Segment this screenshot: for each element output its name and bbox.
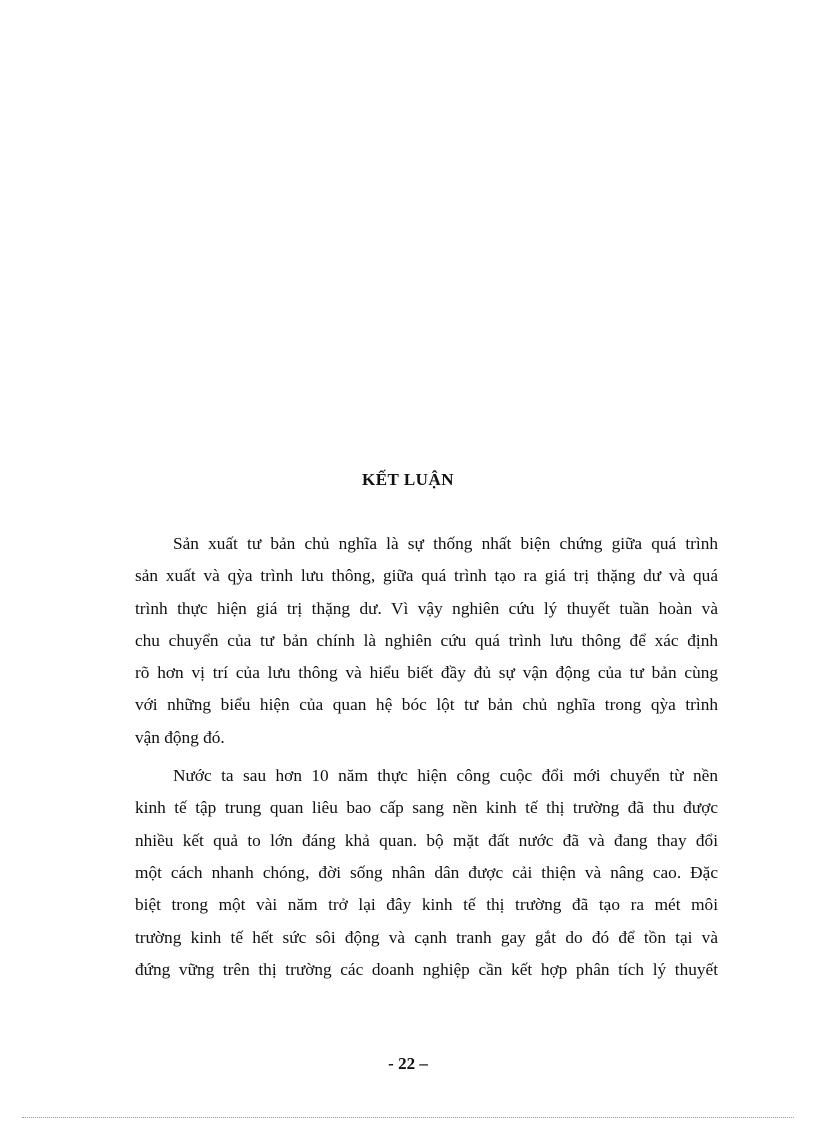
- page-title: KẾT LUẬN: [361, 470, 454, 489]
- text-line: đứng vững trên thị trường các doanh nghiệp cần kết hợp phân tích lý thuyết: [135, 959, 718, 979]
- page-footer-divider: [22, 1117, 794, 1118]
- text-line: trường kinh tế hết sức sôi động và cạnh tranh gay gắt do đó để tồn tại và: [135, 927, 718, 947]
- text-line: sản xuất và qỳa trình lưu thông, giữa quá trình tạo ra giá trị thặng dư và quá: [135, 566, 718, 586]
- text-line: trình thực hiện giá trị thặng dư. Vì vậy nghiên cứu lý thuyết tuần hoàn và: [135, 598, 718, 618]
- text-line: chu chuyển của tư bản chính là nghiên cứu quá trình lưu thông để xác định: [135, 630, 718, 650]
- text-line: nhiều kết quả to lớn đáng khả quan. bộ mặt đất nước đã và đang thay đổi: [135, 830, 718, 850]
- text-line: vận động đó.: [135, 727, 225, 747]
- text-line: một cách nhanh chóng, đời sống nhân dân được cải thiện và nâng cao. Đặc: [135, 862, 718, 882]
- text-line: Sản xuất tư bản chủ nghĩa là sự thống nhất biện chứng giữa quá trình: [173, 534, 718, 553]
- text-line: rõ hơn vị trí của lưu thông và hiểu biết đầy đủ sự vận động của tư bản cùng: [135, 663, 718, 683]
- paragraph-2: [135, 760, 718, 986]
- page-number: - 22 –: [388, 1054, 428, 1073]
- body-text: [135, 528, 718, 992]
- text-line: biệt trong một vài năm trở lại đây kinh tế thị trường đã tạo ra mét môi: [135, 895, 718, 915]
- paragraph-1: [135, 528, 718, 754]
- text-line: kinh tế tập trung quan liêu bao cấp sang nền kinh tế thị trường đã thu được: [135, 798, 718, 818]
- text-line: với những biểu hiện của quan hệ bóc lột tư bản chủ nghĩa trong qỳa trình: [135, 695, 718, 715]
- text-line: Nước ta sau hơn 10 năm thực hiện công cuộc đổi mới chuyển từ nền: [173, 766, 718, 786]
